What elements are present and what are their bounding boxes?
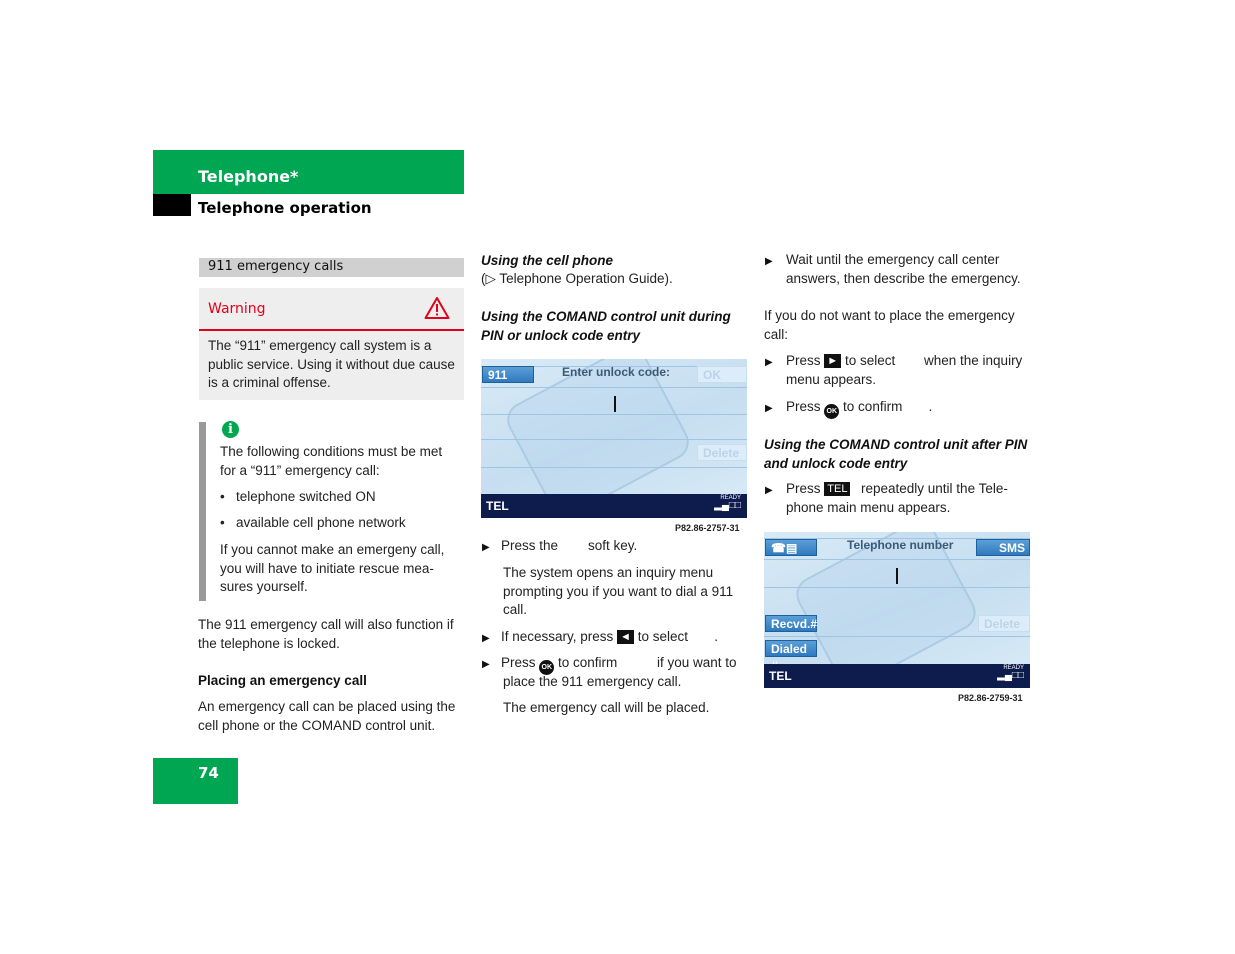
ok-key-icon: OK (824, 404, 839, 419)
screen-line (481, 414, 747, 415)
status-tel: TEL (486, 499, 509, 513)
screen-line (764, 587, 1030, 588)
step-text: Press the (500, 538, 558, 553)
ready-label: READY (720, 495, 741, 501)
step-text: If necessary, press (500, 629, 614, 644)
screen-status-bar (481, 494, 747, 518)
phonebook-icon: ☎▤ (771, 541, 798, 555)
chapter-title: Telephone* (198, 167, 299, 186)
wait-step: Wait until the emergency call center answers, then describe the emergency. (786, 252, 1021, 286)
warning-box (199, 288, 464, 400)
page-number-box (153, 758, 238, 804)
status-ready (997, 665, 1024, 681)
cell-heading: Using the cell phone (481, 253, 614, 268)
info-bullet-text: available cell phone network (235, 515, 406, 530)
section-title: Telephone operation (198, 199, 372, 217)
comand-after-heading: Using the COMAND control unit after PIN and unlock code entry (764, 437, 1028, 471)
subsection-title: 911 emergency calls (208, 259, 344, 274)
step-text: . (714, 629, 718, 644)
step-text: soft key. (588, 538, 638, 553)
right-key-icon: ► (824, 354, 841, 368)
bullet-arrow-icon: ▶ (765, 256, 773, 267)
cell-reference: (▷ Telephone Operation Guide). (481, 271, 673, 286)
tel-key-icon: TEL (824, 482, 850, 496)
screen-caption: P82.86-2757-31 (675, 523, 740, 533)
ready-label: READY (1003, 665, 1024, 671)
screen-ok-button[interactable]: OK (697, 366, 747, 383)
left-key-icon: ◄ (617, 630, 634, 644)
page-number: 74 (198, 764, 219, 782)
screen-caption: P82.86-2759-31 (958, 693, 1023, 703)
screen-title: Enter unlock code: (562, 365, 671, 379)
bullet-arrow-icon: ▶ (765, 357, 773, 368)
section-marker (153, 194, 191, 216)
step-text: Press (786, 399, 821, 414)
step-b (786, 398, 932, 419)
step-1-result: The system opens an inquiry menu prompting you if you want to dial a 911 call. (503, 565, 734, 617)
bullet-arrow-icon: ▶ (765, 485, 773, 496)
step-text: to select (637, 629, 688, 644)
info-icon: i (222, 421, 239, 438)
subsection-bar (199, 258, 464, 277)
comand-during-heading: Using the COMAND control unit during PIN or unlock code entry (481, 309, 731, 343)
screen-line (481, 439, 747, 440)
step-2 (482, 628, 718, 649)
step-text: Press (786, 353, 821, 368)
info-side-bar (199, 422, 206, 601)
bullet-arrow-icon: ▶ (482, 542, 490, 553)
info-bullet-2: • available cell phone network (220, 515, 406, 530)
text-cursor (614, 396, 616, 412)
screen-phonebook-button[interactable] (765, 539, 817, 556)
bullet-arrow-icon: ▶ (765, 403, 773, 414)
warning-triangle-icon (424, 296, 450, 320)
warning-text: The “911” emergency call system is a public service. Using it without due cause is a criminal offense. (208, 338, 455, 390)
step-text: Press (786, 481, 821, 496)
info-outro: If you cannot make an emergeny call, you will have to initiate rescue measures yourself. (220, 542, 445, 594)
screen-line (764, 559, 1030, 560)
screen-status-bar (764, 664, 1030, 688)
screen-dialed-button[interactable]: Dialed (765, 640, 817, 657)
locked-text: The 911 emergency call will also function if the telephone is locked. (198, 617, 454, 651)
screen-title: Telephone number (847, 538, 954, 552)
screen-delete-button[interactable]: Delete (697, 444, 747, 461)
warning-label: Warning (208, 301, 266, 317)
signal-icon: ▂▄□□ (997, 670, 1024, 681)
text-cursor (896, 568, 898, 584)
step-text: Press (500, 655, 536, 670)
status-tel: TEL (769, 669, 792, 683)
screen-911-button[interactable]: 911 (482, 366, 534, 383)
screen-delete-button[interactable]: Delete (978, 615, 1030, 632)
step-a-end: when the inquiry menu appears. (786, 353, 1023, 387)
step-text: to select (844, 353, 896, 368)
bullet-arrow-icon: ▶ (482, 659, 490, 670)
placing-text: An emergency call can be placed using the cell phone or the COMAND control unit. (198, 699, 456, 733)
bullet-arrow-icon: ▶ (482, 633, 490, 644)
info-bullet-text: telephone switched ON (235, 489, 376, 504)
no-call-text: If you do not want to place the emergency call: (764, 308, 1015, 342)
screen-line (764, 636, 1030, 637)
telephone-number-screen (764, 532, 1030, 688)
step-1 (482, 537, 637, 558)
step-text: . (928, 399, 933, 414)
screen-line (481, 467, 747, 468)
info-bullet-1: • telephone switched ON (220, 489, 376, 504)
warning-header (199, 288, 464, 331)
step-text: to confirm (558, 655, 618, 670)
step-3-end: if you want to place the 911 emergency call. (503, 655, 737, 689)
ok-key-icon: OK (539, 660, 554, 675)
screen-line (481, 387, 747, 388)
screen-sms-button[interactable]: SMS (976, 539, 1030, 556)
screen-recvd-button[interactable]: Recvd.# (765, 615, 817, 632)
status-ready (714, 495, 741, 511)
unlock-code-screen (481, 359, 747, 518)
placing-heading: Placing an emergency call (198, 673, 367, 688)
step-c-end: repeatedly until the Telephone main menu appears. (786, 481, 1008, 515)
signal-icon: ▂▄□□ (714, 500, 741, 511)
info-intro: The following conditions must be met for a “911” emergency call: (220, 444, 443, 478)
step-text: to confirm (843, 399, 903, 414)
step-3-result: The emergency call will be placed. (503, 700, 710, 715)
